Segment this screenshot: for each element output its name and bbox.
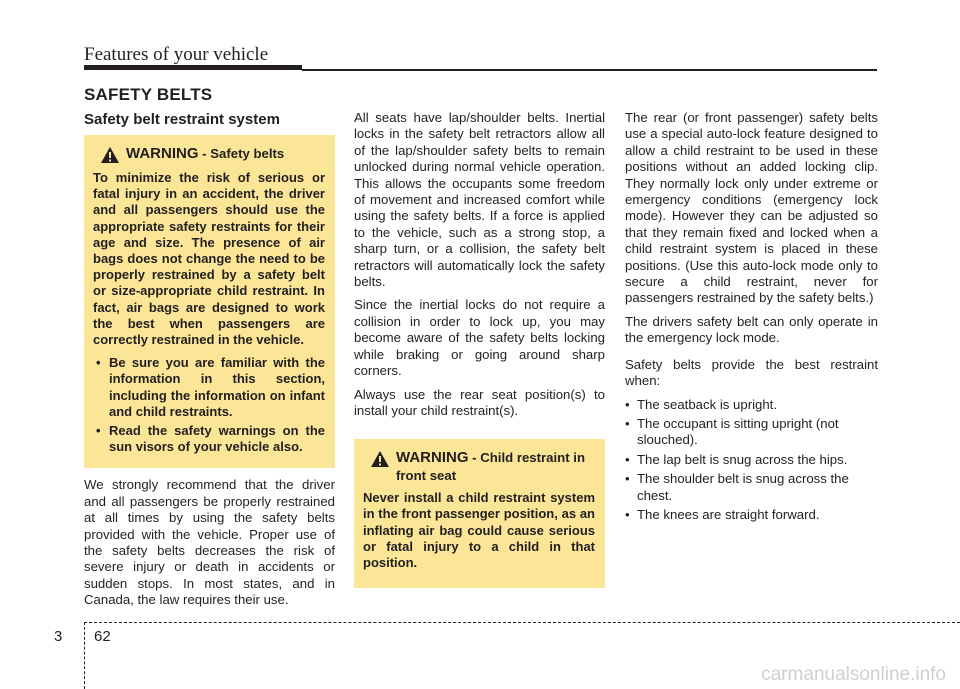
warning-label: WARNING <box>396 449 469 467</box>
warning-bullet <box>93 355 325 420</box>
footer-divider <box>84 622 960 623</box>
warning-body: Never install a child restraint system in the front passenger position, as an inflating air bag could cause serious or fatal injury to a child in that position. <box>363 490 595 570</box>
warning-box-safety-belts <box>84 135 335 468</box>
list-item-text: The knees are straight forward. <box>637 506 820 522</box>
paragraph-locking-awareness: Since the inertial locks do not require a collision in order to lock up, you may become aware of the safety belts locking while braking or going around sharp corners. <box>354 297 605 379</box>
list-item <box>625 507 878 523</box>
list-item <box>625 397 878 413</box>
header-rule-thin <box>302 69 877 71</box>
list-item <box>625 471 878 504</box>
header-title: Features of your vehicle <box>84 44 269 65</box>
warning-title <box>93 145 325 164</box>
warning-bullet-text: Read the safety warnings on the sun visors of your vehicle also. <box>109 423 325 455</box>
paragraph-inertial-locks: All seats have lap/shoulder belts. Inertial locks in the safety belt retractors allow all of the lap/shoulder safety belts to remain unlocked during normal vehicle operation. This allows the occupants some freedom of movement and increased comfort while using the safety belts. If a force is applied to the vehicle, such as a strong stop, a sharp turn, or a collision, the safety belt retractors will automatically lock the safety belts. <box>354 110 605 290</box>
paragraph-best-restraint: Safety belts provide the best restraint when: <box>625 356 878 389</box>
warning-sublabel: - Child restraint in front seat <box>396 450 585 483</box>
header-rule-thick <box>84 65 302 70</box>
paragraph-rear-seat: Always use the rear seat position(s) to install your child restraint(s). <box>354 386 605 418</box>
warning-body: To minimize the risk of serious or fatal injury in an accident, the driver and all passengers should use the appropriate safety restraints for their age and size. The presence of air bags does not change the need to be properly restrained by a safety belt or size-appropriate child restraint. In fact, air bags are designed to work the best when passengers are correctly restrained in the vehicle. <box>93 170 325 348</box>
warning-bullet-text: Be sure you are familiar with the information in this section, including the information on infant and child restraints. <box>109 355 325 419</box>
footer-vertical-divider <box>84 622 85 689</box>
list-item <box>625 416 878 449</box>
bullet-dot: • <box>96 423 101 439</box>
warning-triangle-icon <box>370 450 390 468</box>
bullet-dot: • <box>625 415 630 431</box>
paragraph-driver-belt: The drivers safety belt can only operate in the emergency lock mode. <box>625 313 878 346</box>
column-1 <box>84 110 335 616</box>
bullet-dot: • <box>625 451 630 467</box>
warning-label: WARNING <box>126 145 199 162</box>
page-number: 62 <box>94 628 111 645</box>
warning-box-child-restraint <box>354 439 605 588</box>
warning-sublabel: - Safety belts <box>198 146 285 161</box>
bullet-dot: • <box>96 355 101 371</box>
subheading-restraint-system: Safety belt restraint system <box>84 111 280 128</box>
page-chapter: 3 <box>54 628 63 645</box>
warning-triangle-icon <box>100 146 120 164</box>
bullet-dot: • <box>625 506 630 522</box>
paragraph-recommendation: We strongly recommend that the driver and all passengers be properly restrained at all times by using the safety belts provided with the vehicle. Proper use of the safety belts decreases the risk of severe injury or death in accidents or sudden stops. In most states, and in Canada, the law requires their use. <box>84 477 335 608</box>
column-2 <box>354 110 605 588</box>
list-item-text: The occupant is sitting upright (not slouched). <box>637 415 839 448</box>
list-item-text: The shoulder belt is snug across the chest. <box>637 471 849 503</box>
section-heading: SAFETY BELTS <box>84 85 213 104</box>
watermark: carmanualsonline.info <box>761 664 946 685</box>
bullet-dot: • <box>625 396 630 412</box>
warning-bullet <box>93 423 325 455</box>
bullet-dot: • <box>625 471 630 487</box>
column-3 <box>625 110 878 526</box>
paragraph-auto-lock: The rear (or front passenger) safety belts use a special auto-lock feature designed to allow a child restraint to be used in these positions without an added locking clip. They normally lock only under extreme or emergency conditions (emergency lock mode). However they can be adjusted so that they remain fixed and locked when a child restraint system is placed in these positions. (Use this auto-lock mode only to secure a child restraint, never for passengers restrained by the safety belts.) <box>625 110 878 306</box>
list-item <box>625 452 878 468</box>
list-item-text: The seatback is upright. <box>637 396 778 412</box>
list-item-text: The lap belt is snug across the hips. <box>637 451 848 467</box>
warning-title <box>363 449 595 484</box>
